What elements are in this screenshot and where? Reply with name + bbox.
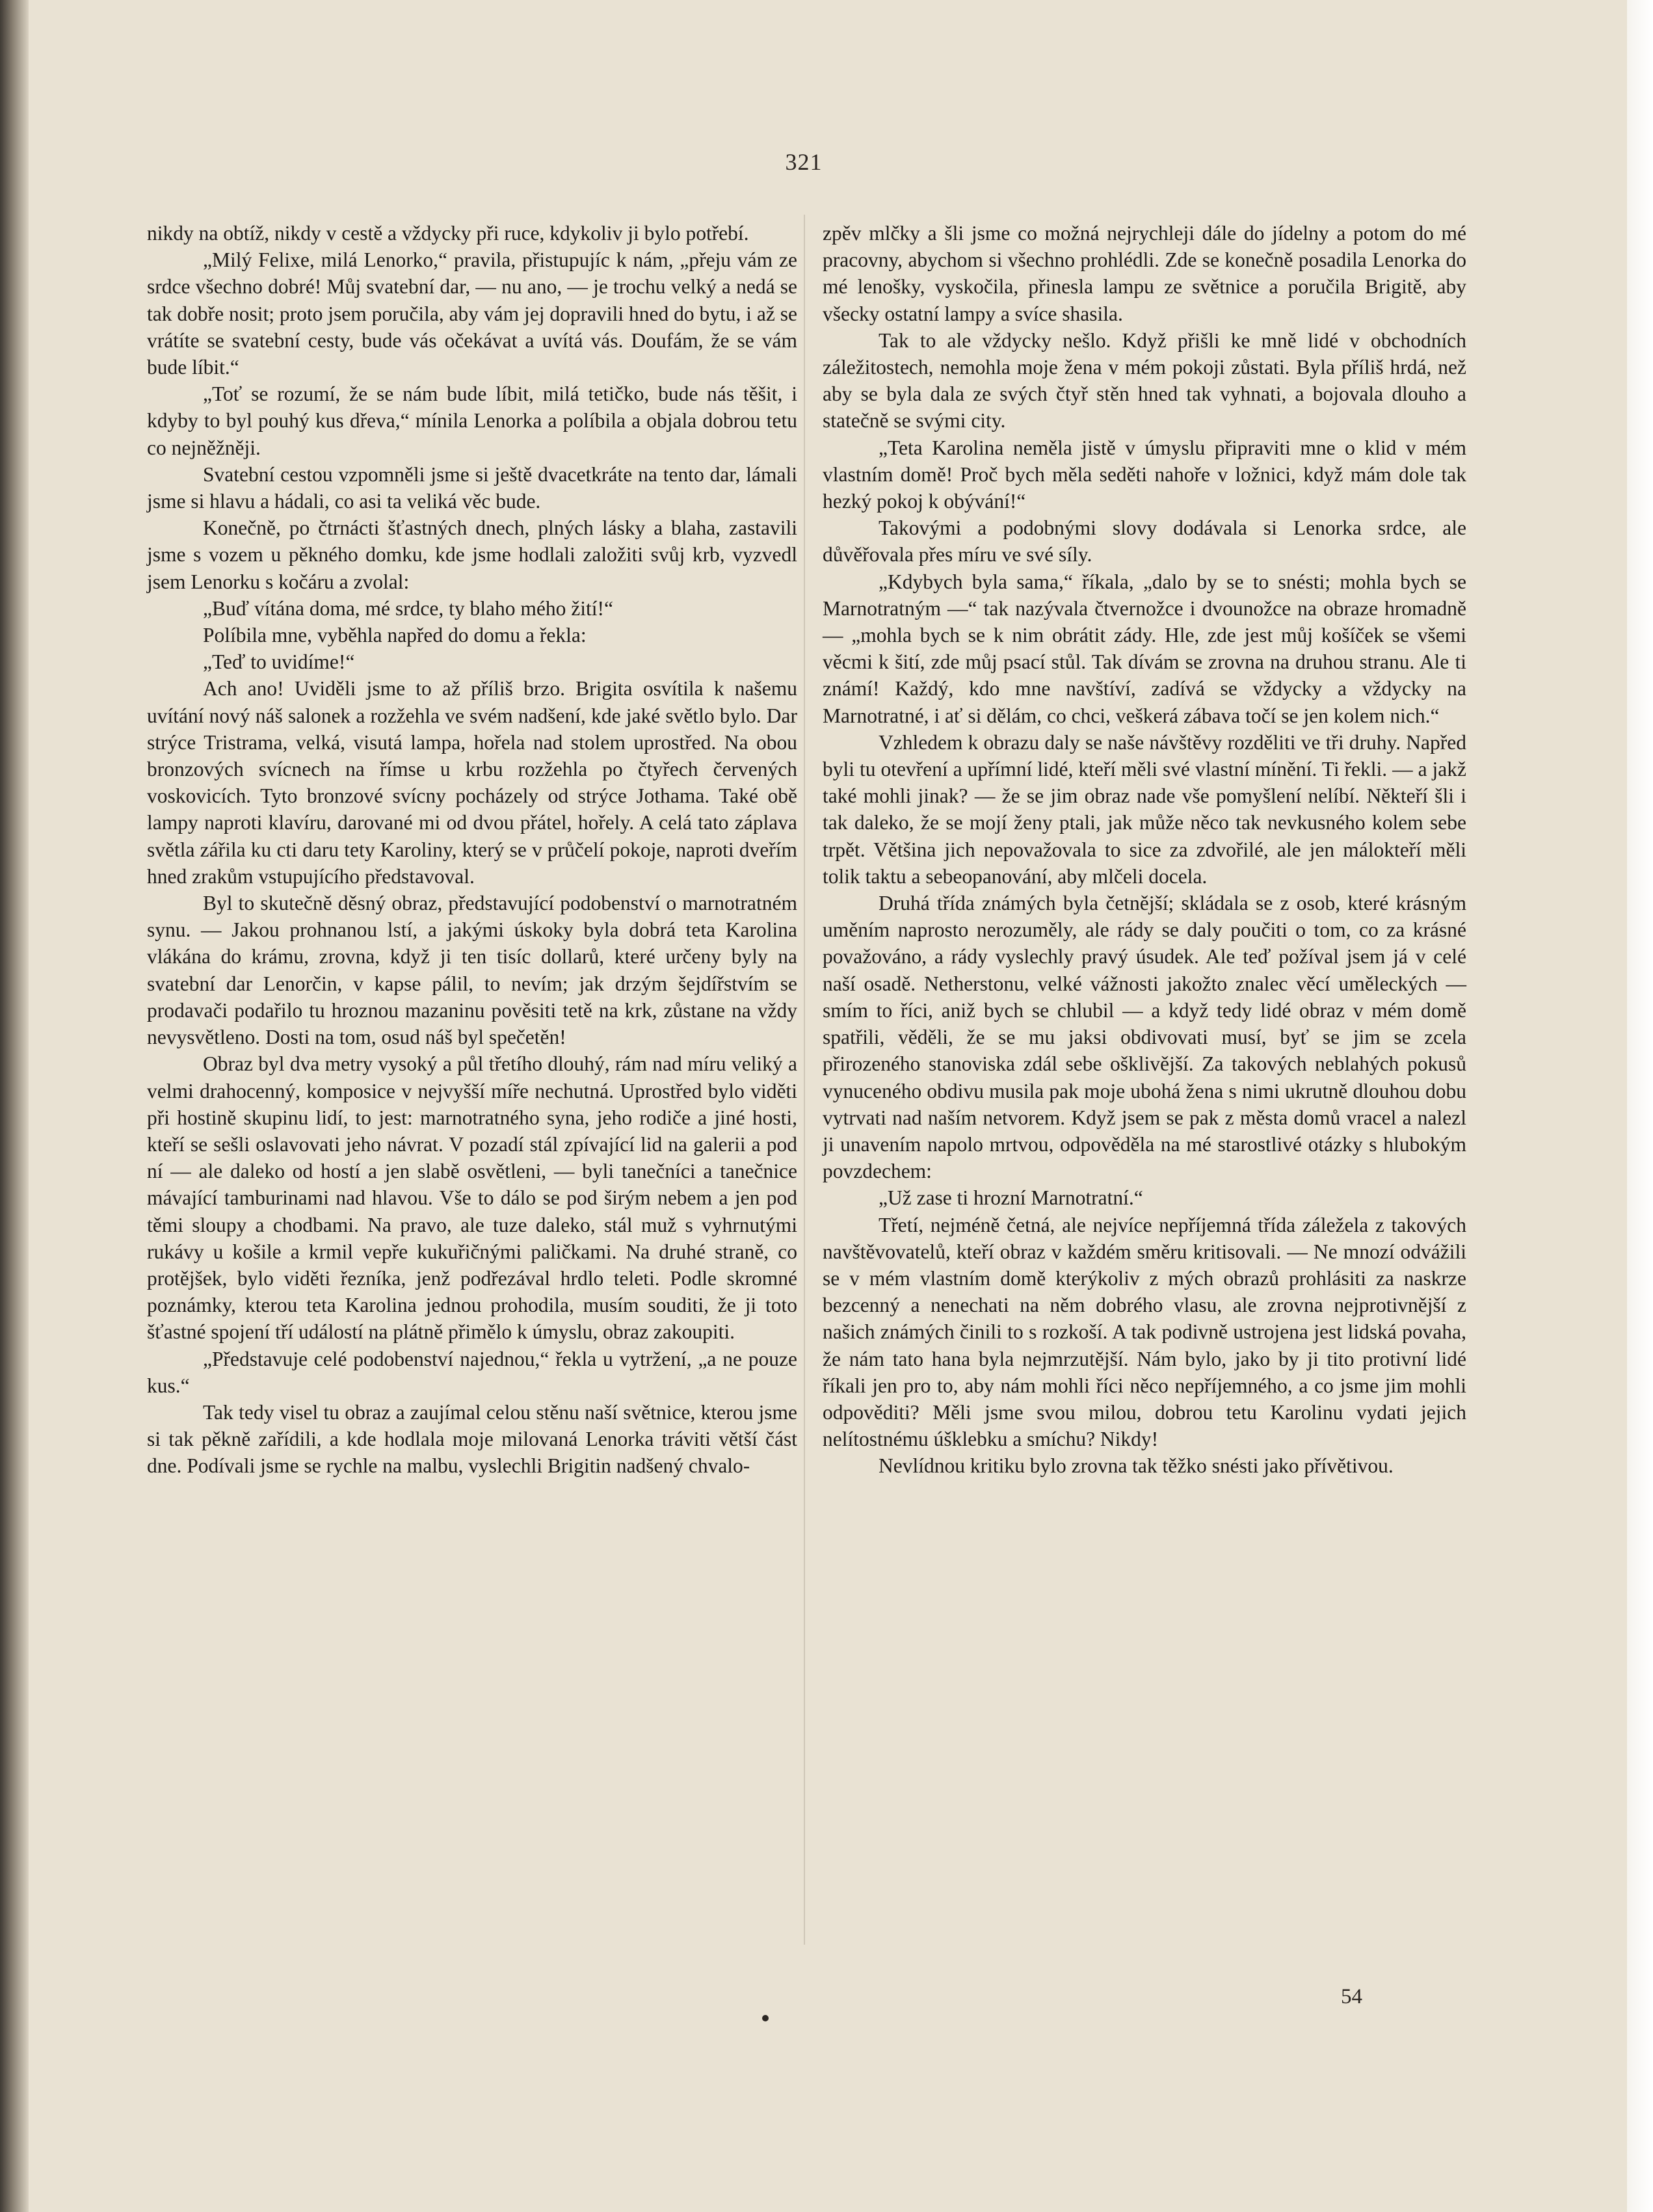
page-number: 321 xyxy=(785,149,823,175)
paragraph: Políbila mne, vyběhla napřed do domu a řekla: xyxy=(203,624,587,647)
column-divider xyxy=(804,215,805,1945)
paragraph: „Teta Karolina neměla jistě v úmyslu připraviti mne o klid v mém vlastním domě! Proč bych měla seděti nahoře v ložnici, když mám dole tak hezký pokoj k obývání!“ xyxy=(823,436,1466,513)
paragraph: „Už zase ti hrozní Marnotratní.“ xyxy=(879,1186,1143,1210)
paragraph: Svatební cestou vzpomněli jsme si ještě dvacetkráte na tento dar, lámali jsme si hlavu a hádali, co asi ta veliká věc bude. xyxy=(147,462,797,513)
paragraph: Nevlídnou kritiku bylo zrovna tak těžko snésti jako přívětivou. xyxy=(879,1454,1394,1478)
paragraph: zpěv mlčky a šli jsme co možná nejrychleji dále do jídelny a potom do mé pracovny, abychom si všechno prohlédli. Zde se konečně posadila Lenorka do mé lenošky, vyskočila, přinesla lampu ze světnice a poručila Brigitě, aby všecky ostatní lampy a svíce shasila. xyxy=(823,222,1466,325)
paragraph: „Představuje celé podobenství najednou,“ řekla u vytržení, „a ne pouze kus.“ xyxy=(147,1347,797,1397)
paragraph: „Milý Felixe, milá Lenorko,“ pravila, přistupujíc k nám, „přeju vám ze srdce všechno dobré! Můj svatební dar, — nu ano, — je trochu velký a nedá se tak dobře nosit; proto jsem poručila, aby vám jej dopravili hned do bytu, i až se vrátíte se svatební cesty, bude vás očekávat a uvítá vás. Doufám, že se vám bude líbit.“ xyxy=(147,248,797,379)
signature-mark: 54 xyxy=(1341,1985,1362,2008)
paragraph: „Buď vítána doma, mé srdce, ty blaho mého žití!“ xyxy=(203,596,613,620)
paragraph: Konečně, po čtrnácti šťastných dnech, plných lásky a blaha, zastavili jsme s vozem u pěkného domku, kde jsme hodlali založiti svůj krb, vyzvedl jsem Lenorku s kočáru a zvolal: xyxy=(147,516,797,593)
paragraph: „Teď to uvidíme!“ xyxy=(203,650,355,674)
paragraph: nikdy na obtíž, nikdy v cestě a vždycky při ruce, kdykoliv ji bylo potřebí. xyxy=(147,222,749,245)
paragraph: Tak to ale vždycky nešlo. Když přišli ke mně lidé v obchodních záležitostech, nemohla moje žena v mém pokoji zůstati. Byla příliš hrdá, než aby se byla dala ze svých čtyř stěn hned tak vyhnati, a bojovala dlouho a statečně se svými city. xyxy=(823,328,1466,433)
paragraph: Obraz byl dva metry vysoký a půl třetího dlouhý, rám nad míru veliký a velmi drahocenný, komposice v nejvyšší míře nechutná. Uprostřed bylo viděti při hostině skupinu lidí, to jest: marnotratného syna, jeho rodiče a jiné hosti, kteří se sešli oslavovati jeho návrat. V pozadí stál zpívající lid na galerii a pod ní — ale daleko od hostí a jen slabě osvětleni, — byli tanečníci a tanečnice mávající tamburinami nad hlavou. Vše to dálo se pod širým nebem a jen pod těmi sloupy a chodbami. Na pravo, ale tuze daleko, stál muž s vyhrnutými rukávy u košile a krmil vepře kukuřičnými paličkami. Na druhé straně, co protějšek, bylo viděti řezníka, jenž podřezával hrdlo teleti. Podle skromné poznámky, kterou teta Karolina jednou prohodila, musím souditi, že ji toto šťastné spojení tří událostí na plátně přimělo k úmyslu, obraz zakoupiti. xyxy=(147,1052,797,1344)
paragraph: Tak tedy visel tu obraz a zaujímal celou stěnu naší světnice, kterou jsme si tak pěkně zařídili, a kde hodlala moje milovaná Lenorka tráviti větší část dne. Podívali jsme se rychle na malbu, vyslechli Brigitin nadšený chvalo- xyxy=(147,1400,797,1478)
paragraph: „Toť se rozumí, že se nám bude líbit, milá tetičko, bude nás těšit, i kdyby to byl pouhý kus dřeva,“ mínila Lenorka a políbila a objala dobrou tetu co nejněžněji. xyxy=(147,382,797,459)
ink-dot xyxy=(762,2015,769,2021)
right-text-column xyxy=(823,220,1466,1480)
page-edge xyxy=(1627,0,1653,2212)
book-binding-shadow xyxy=(0,0,29,2212)
paragraph: Ach ano! Uviděli jsme to až příliš brzo. Brigita osvítila k našemu uvítání nový náš salonek a rozžehla ve svém nadšení, kde jaké světlo bylo. Dar strýce Tristrama, velká, visutá lampa, hořela nad stolem uprostřed. Na obou bronzových svícnech na římse u krbu rozžehla po čtyřech červených voskovicích. Tyto bronzové svícny pocházely od strýce Jothama. Také obě lampy naproti klavíru, darované mi od dvou přátel, hořely. A celá tato záplava světla zářila ku cti daru tety Karoliny, který se v průčelí pokoje, naproti dveřím hned zrakům vstupujícího představoval. xyxy=(147,677,797,888)
paragraph: Vzhledem k obrazu daly se naše návštěvy rozděliti ve tři druhy. Napřed byli tu otevření a upřímní lidé, kteří měli své vlastní mínění. Ti řekli. — a jakž také mohli jinak? — že se jim obraz nade vše pomyšlení nelíbí. Někteří šli i tak daleko, že se mojí ženy ptali, jak může něco tak nevkusného kolem sebe trpět. Většina jich nepovažovala to sice za zdvořilé, ale jen málokteří měli tolik taktu a sebeopanování, aby mlčeli docela. xyxy=(823,730,1466,888)
paragraph: Třetí, nejméně četná, ale nejvíce nepříjemná třída záležela z takových navštěvovatelů, kteří obraz v každém směru kritisovali. — Ne mnozí odvážili se v mém vlastním domě kterýkoliv z mých obrazů prohlásiti za naskrze bezcenný a nenechati na něm dobrého vlasu, ale zrovna nejprotivnější z našich známých činili to s rozkoší. A tak podivně ustrojena jest lidská povaha, že nám tato hana byla nejmrzutější. Nám bylo, jako by ji tito protivní lidé říkali jen pro to, aby nám mohli říci něco nepříjemného, a co jsme jim mohli odpověditi? Měli jsme svou milou, dobrou tetu Karolinu vydati jejich nelítostnému úšklebku a smíchu? Nikdy! xyxy=(823,1213,1466,1451)
paragraph: Byl to skutečně děsný obraz, představující podobenství o marnotratném synu. — Jakou prohnanou lstí, a jakými úskoky byla dobrá teta Karolina vlákána do krámu, zrovna, když ji ten tisíc dollarů, které určeny byly na svatební dar Lenorčin, v kapse pálil, to nevím; jak drzým šejdířstvím se prodavači podařilo tu hroznou mazaninu pověsiti tetě na krk, zůstane na vždy nevysvětleno. Dosti na tom, osud náš byl spečetěn! xyxy=(147,892,797,1049)
paragraph: Takovými a podobnými slovy dodávala si Lenorka srdce, ale důvěřovala přes míru ve své síly. xyxy=(823,516,1466,566)
paragraph: „Kdybych byla sama,“ říkala, „dalo by se to snésti; mohla bych se Marnotratným —“ tak nazývala čtvernožce i dvounožce na obraze hromadně — „mohla bych se k nim obrátit zády. Hle, zde jest můj košíček se všemi věcmi k šití, zde můj psací stůl. Tak dívám se zrovna na druhou stranu. Ale ti známí! Každý, kdo mne navštíví, zadívá se vždycky a vždycky na Marnotratné, i ať si dělám, co chci, veškerá zábava točí se jen kolem nich.“ xyxy=(823,570,1466,727)
paragraph: Druhá třída známých byla četnější; skládala se z osob, které krásným uměním naprosto nerozuměly, ale rády se daly poučiti o tom, co za krásné považováno, a rády vyslechly pravý úsudek. Ale teď požíval jsem já v celé naší osadě. Netherstonu, velké vážnosti jakožto znalec věcí uměleckých — smím to říci, aniž bych se chlubil — a když tedy lidé obraz v mém domě spatřili, věděli, že se mu jaksi obdivovati musí, byť se jim se zcela přirozeného stanoviska zdál sebe ošklivější. Za takových neblahých pokusů vynuceného obdivu musila pak moje ubohá žena s nimi ukrutně dlouhou dobu vytrvati nad naším netvorem. Když jsem se pak z města domů vracel a nalezl ji unavením napolo mrtvou, odpověděla na mé starostlivé otázky s hlubokým povzdechem: xyxy=(823,892,1466,1183)
left-text-column xyxy=(147,220,797,1480)
